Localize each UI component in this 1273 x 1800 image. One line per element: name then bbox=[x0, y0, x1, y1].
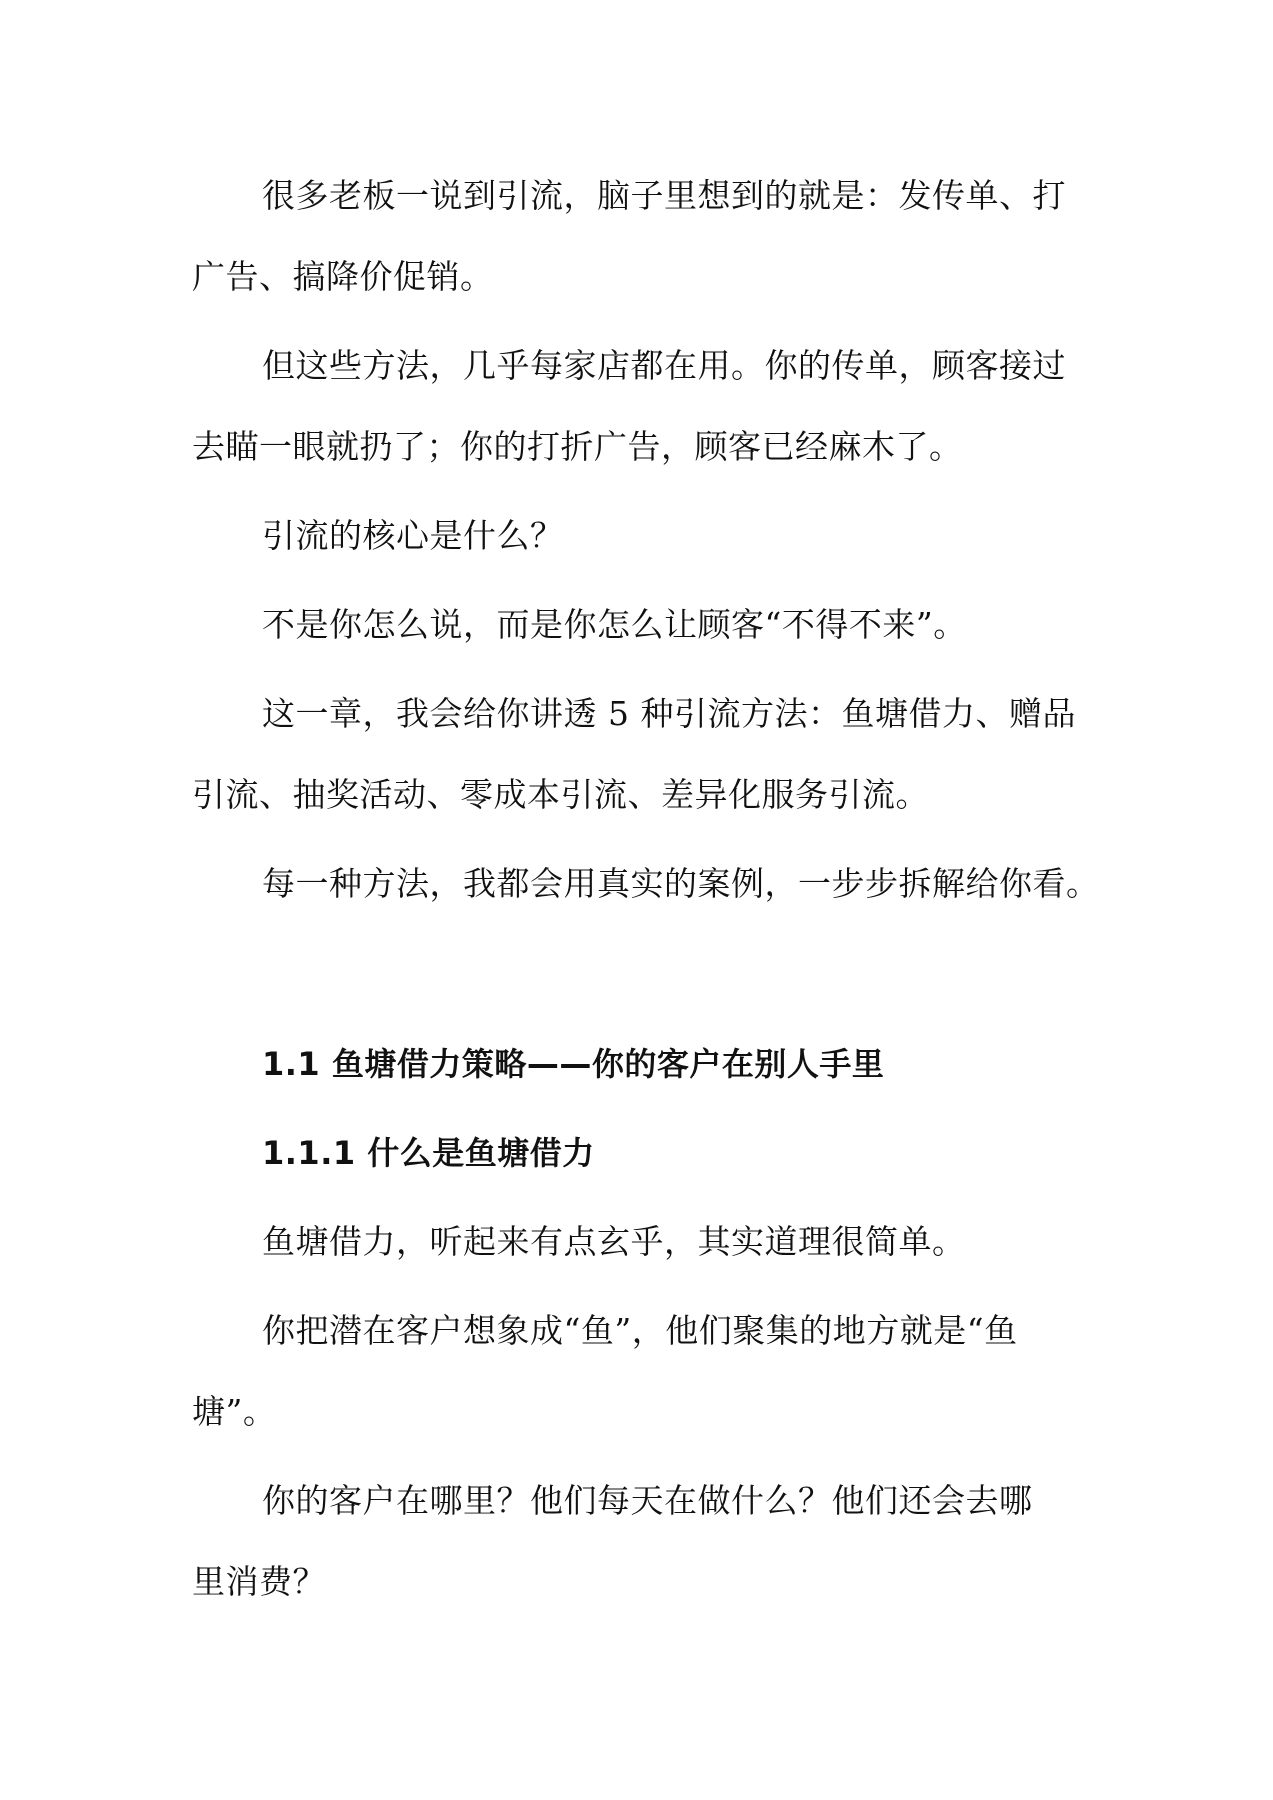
intro-paragraph-4: 不是你怎么说，而是你怎么让顾客“不得不来”。 bbox=[262, 605, 967, 644]
section-paragraph-1: 鱼塘借力，听起来有点玄乎，其实道理很简单。 bbox=[262, 1222, 966, 1261]
section-paragraph-2-line-2: 塘”。 bbox=[192, 1392, 277, 1431]
intro-paragraph-5-line-2: 引流、抽奖活动、零成本引流、差异化服务引流。 bbox=[192, 775, 929, 814]
intro-paragraph-2-line-1: 但这些方法，几乎每家店都在用。你的传单，顾客接过 bbox=[262, 346, 1066, 385]
section-paragraph-3-line-2: 里消费？ bbox=[192, 1562, 326, 1601]
subsection-heading: 1.1.1 什么是鱼塘借力 bbox=[262, 1134, 595, 1172]
intro-paragraph-5-line-1: 这一章，我会给你讲透 5 种引流方法：鱼塘借力、赠品 bbox=[262, 694, 1076, 733]
section-heading: 1.1 鱼塘借力策略——你的客户在别人手里 bbox=[262, 1045, 885, 1083]
intro-paragraph-3: 引流的核心是什么？ bbox=[262, 516, 564, 555]
intro-paragraph-1-line-1: 很多老板一说到引流，脑子里想到的就是：发传单、打 bbox=[262, 176, 1066, 215]
section-paragraph-2-line-1: 你把潜在客户想象成“鱼”，他们聚集的地方就是“鱼 bbox=[262, 1311, 1018, 1350]
intro-paragraph-1-line-2: 广告、搞降价促销。 bbox=[192, 257, 494, 296]
intro-paragraph-2-line-2: 去瞄一眼就扔了；你的打折广告，顾客已经麻木了。 bbox=[192, 427, 963, 466]
section-paragraph-3-line-1: 你的客户在哪里？他们每天在做什么？他们还会去哪 bbox=[262, 1481, 1033, 1520]
intro-paragraph-6: 每一种方法，我都会用真实的案例，一步步拆解给你看。 bbox=[262, 864, 1100, 903]
